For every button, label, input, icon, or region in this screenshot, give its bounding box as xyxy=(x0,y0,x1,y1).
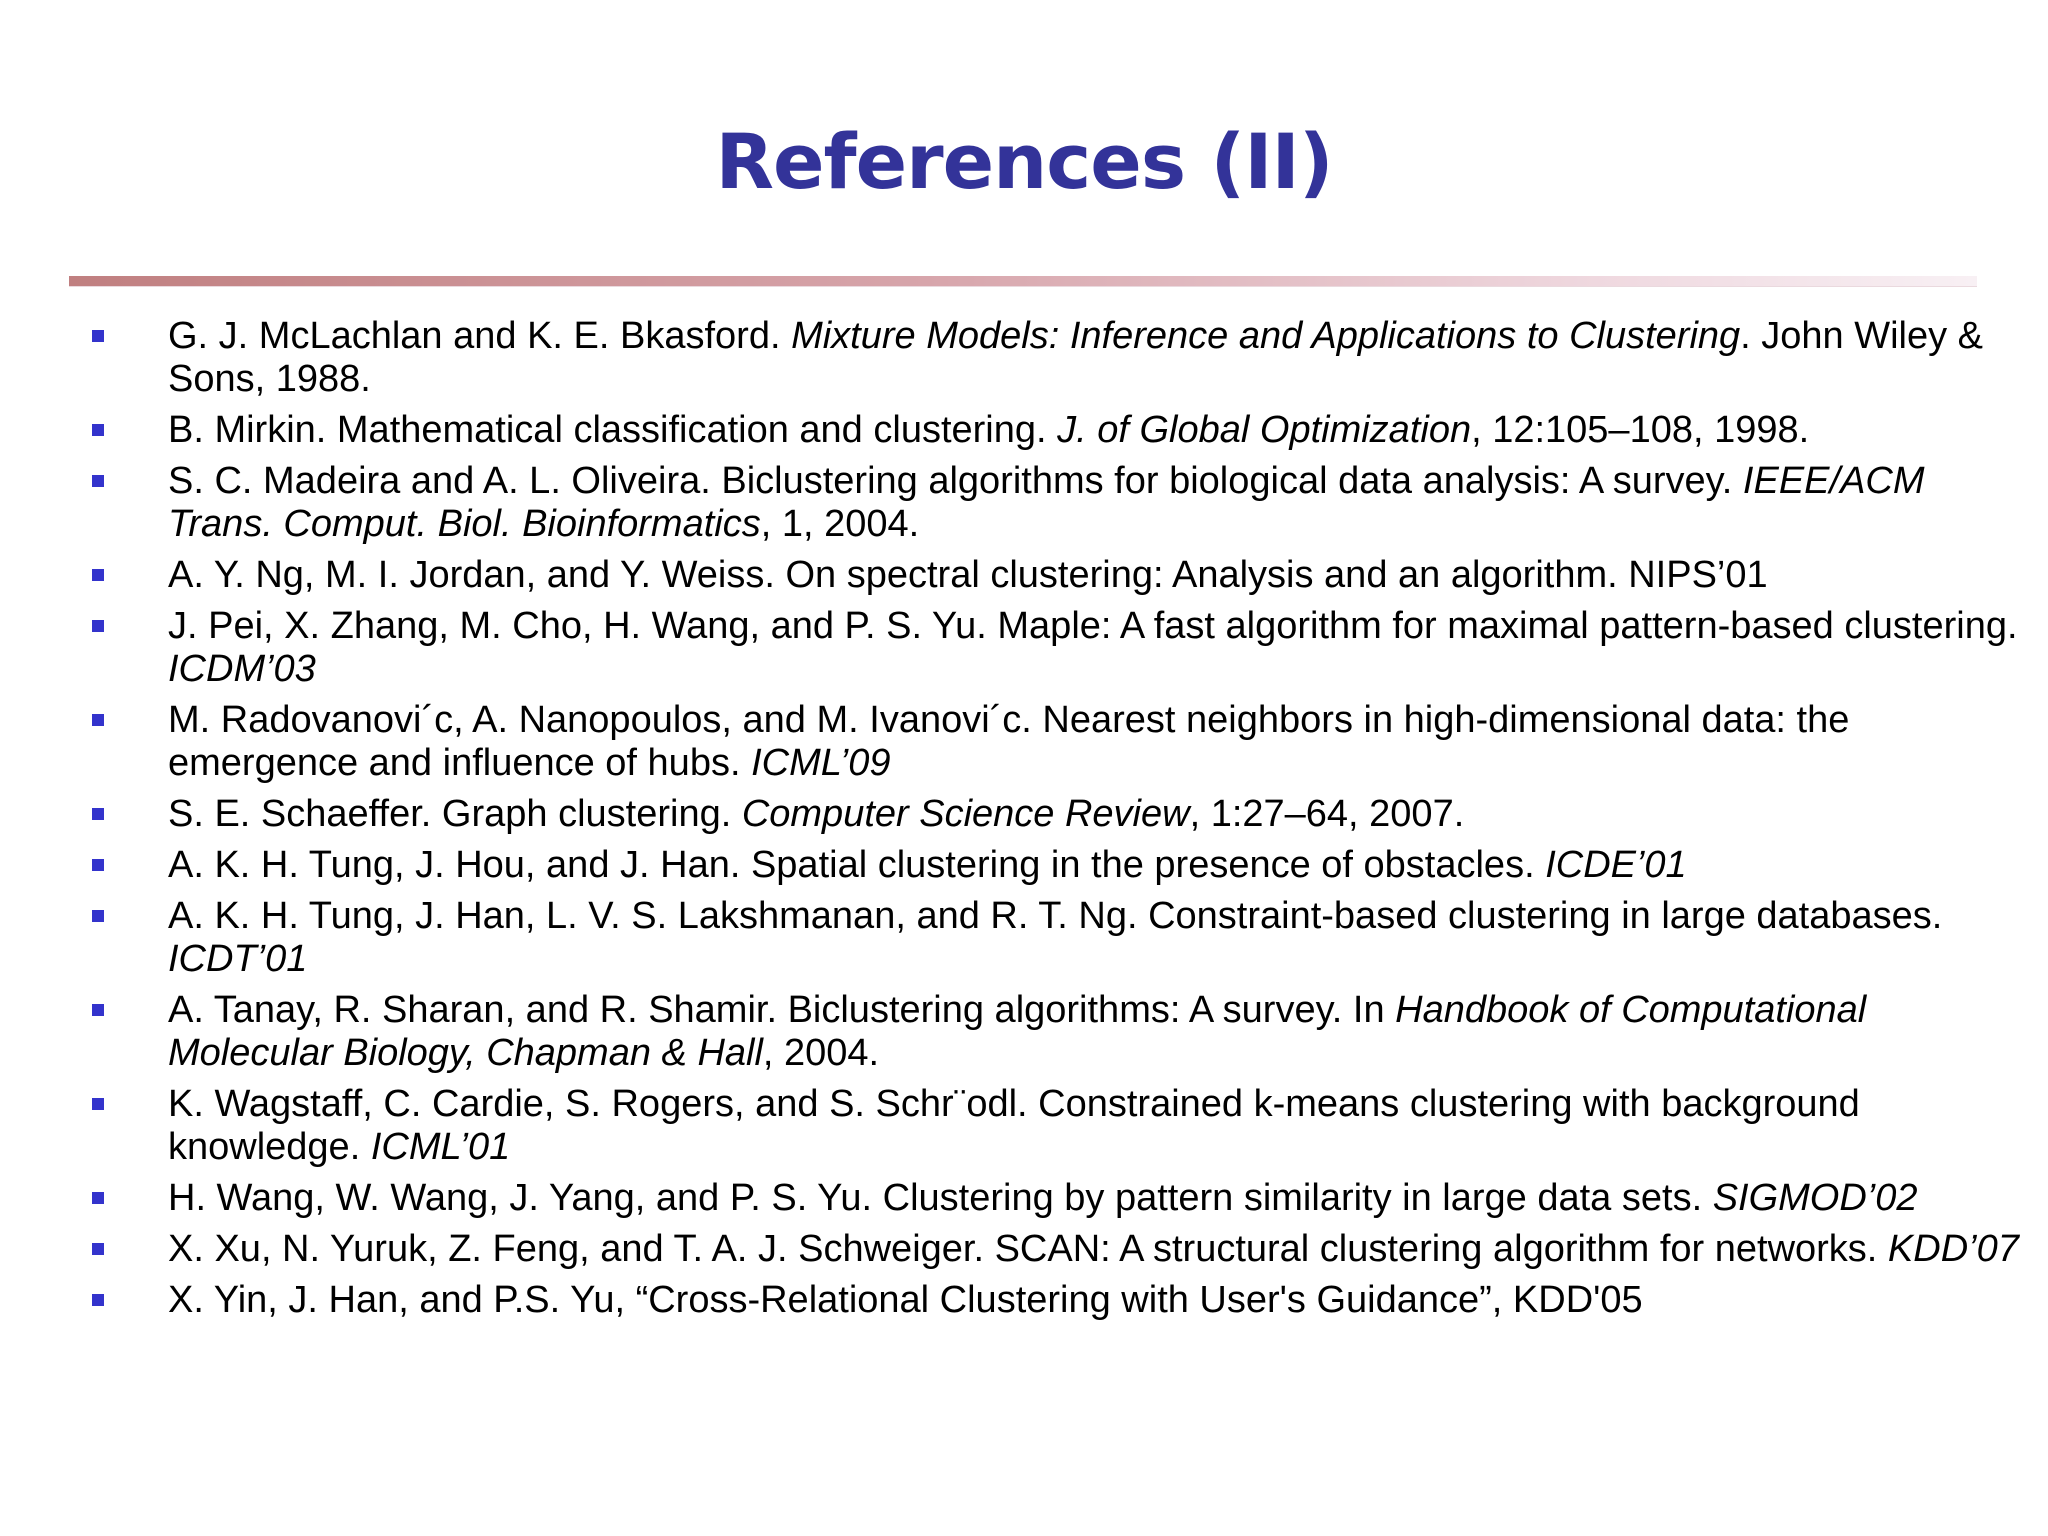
reference-segment: , 2004. xyxy=(762,1032,880,1074)
reference-text xyxy=(168,699,1849,784)
reference-venue: Mixture Models: Inference and Applications to Clustering xyxy=(791,315,1741,357)
reference-segment: S. E. Schaeffer. Graph clustering. xyxy=(168,793,742,835)
reference-text xyxy=(168,844,1687,886)
slide-title: References (II) xyxy=(715,117,1333,206)
reference-text xyxy=(168,409,1809,451)
reference-item xyxy=(0,1177,2048,1220)
reference-text xyxy=(168,895,1942,980)
reference-segment: A. Tanay, R. Sharan, and R. Shamir. Biclustering algorithms: A survey. In xyxy=(168,989,1396,1031)
reference-segment: M. Radovanovi´c, A. Nanopoulos, and M. Ivanovi´c. Nearest neighbors in high-dimensional data: the emergence and influence of hubs. xyxy=(168,699,1850,784)
reference-text xyxy=(168,605,2018,690)
reference-segment: B. Mirkin. Mathematical classification and clustering. xyxy=(168,409,1058,451)
reference-segment: , 12:105–108, 1998. xyxy=(1471,409,1810,451)
reference-venue: KDD’07 xyxy=(1887,1228,2019,1270)
reference-item xyxy=(0,844,2048,887)
reference-venue: ICDT’01 xyxy=(168,938,308,980)
reference-text xyxy=(168,1083,1860,1168)
reference-text xyxy=(168,554,1768,596)
reference-venue: ICDE’01 xyxy=(1545,844,1687,886)
reference-venue: ICML’01 xyxy=(370,1126,511,1168)
reference-venue: J. of Global Optimization xyxy=(1057,409,1472,451)
square-bullet-icon xyxy=(92,714,104,726)
square-bullet-icon xyxy=(92,475,104,487)
square-bullet-icon xyxy=(92,620,104,632)
reference-segment: . John Wiley & Sons, 1988. xyxy=(168,315,1984,400)
reference-item xyxy=(0,793,2048,836)
reference-venue: ICML’09 xyxy=(751,742,891,784)
square-bullet-icon xyxy=(92,1004,104,1016)
reference-text xyxy=(168,793,1464,835)
reference-venue: Computer Science Review xyxy=(741,793,1190,835)
reference-segment: K. Wagstaff, C. Cardie, S. Rogers, and S. Schr¨odl. Constrained k-means clustering with background knowledge. xyxy=(168,1083,1860,1168)
square-bullet-icon xyxy=(92,859,104,871)
reference-text xyxy=(168,1177,1918,1219)
reference-item xyxy=(0,554,2048,597)
square-bullet-icon xyxy=(92,1192,104,1204)
square-bullet-icon xyxy=(92,1098,104,1110)
reference-venue: Handbook of Computational Molecular Biology, Chapman & Hall xyxy=(168,989,1867,1074)
reference-text xyxy=(168,315,1983,400)
reference-list xyxy=(0,315,2048,1330)
reference-segment: , 1, 2004. xyxy=(760,503,920,545)
reference-item xyxy=(0,895,2048,981)
reference-segment: X. Yin, J. Han, and P.S. Yu, “Cross-Relational Clustering with User's Guidance”, KDD'05 xyxy=(168,1279,1643,1321)
square-bullet-icon xyxy=(92,910,104,922)
reference-item xyxy=(0,460,2048,546)
square-bullet-icon xyxy=(92,569,104,581)
reference-text xyxy=(168,989,1866,1074)
reference-segment: H. Wang, W. Wang, J. Yang, and P. S. Yu. Clustering by pattern similarity in large data sets. xyxy=(168,1177,1713,1219)
reference-text xyxy=(168,1228,2019,1270)
reference-text xyxy=(168,460,1925,545)
reference-venue: IEEE/ACM Trans. Comput. Biol. Bioinformatics xyxy=(168,460,1925,545)
reference-segment: G. J. McLachlan and K. E. Bkasford. xyxy=(168,315,792,357)
square-bullet-icon xyxy=(92,808,104,820)
reference-segment: A. K. H. Tung, J. Han, L. V. S. Lakshmanan, and R. T. Ng. Constraint-based clustering in large databases. xyxy=(168,895,1943,937)
reference-segment: A. K. H. Tung, J. Hou, and J. Han. Spatial clustering in the presence of obstacles. xyxy=(168,844,1546,886)
square-bullet-icon xyxy=(92,1294,104,1306)
square-bullet-icon xyxy=(92,330,104,342)
reference-item xyxy=(0,605,2048,691)
reference-item xyxy=(0,409,2048,452)
reference-item xyxy=(0,315,2048,401)
square-bullet-icon xyxy=(92,1243,104,1255)
reference-item xyxy=(0,989,2048,1075)
reference-item xyxy=(0,1228,2048,1271)
reference-item xyxy=(0,1279,2048,1322)
reference-segment: J. Pei, X. Zhang, M. Cho, H. Wang, and P. S. Yu. Maple: A fast algorithm for maximal pattern-based clustering. xyxy=(168,605,2018,647)
reference-segment: A. Y. Ng, M. I. Jordan, and Y. Weiss. On spectral clustering: Analysis and an algorithm. NIPS’01 xyxy=(168,554,1768,596)
reference-item xyxy=(0,1083,2048,1169)
square-bullet-icon xyxy=(92,424,104,436)
reference-venue: SIGMOD’02 xyxy=(1712,1177,1918,1219)
title-divider xyxy=(69,276,1977,287)
reference-segment: X. Xu, N. Yuruk, Z. Feng, and T. A. J. Schweiger. SCAN: A structural clustering algorithm for networks. xyxy=(168,1228,1888,1270)
reference-segment: S. C. Madeira and A. L. Oliveira. Biclustering algorithms for biological data analysis: A survey. xyxy=(168,460,1743,502)
reference-segment: , 1:27–64, 2007. xyxy=(1189,793,1465,835)
reference-text xyxy=(168,1279,1643,1321)
reference-item xyxy=(0,699,2048,785)
reference-venue: ICDM’03 xyxy=(168,648,316,690)
